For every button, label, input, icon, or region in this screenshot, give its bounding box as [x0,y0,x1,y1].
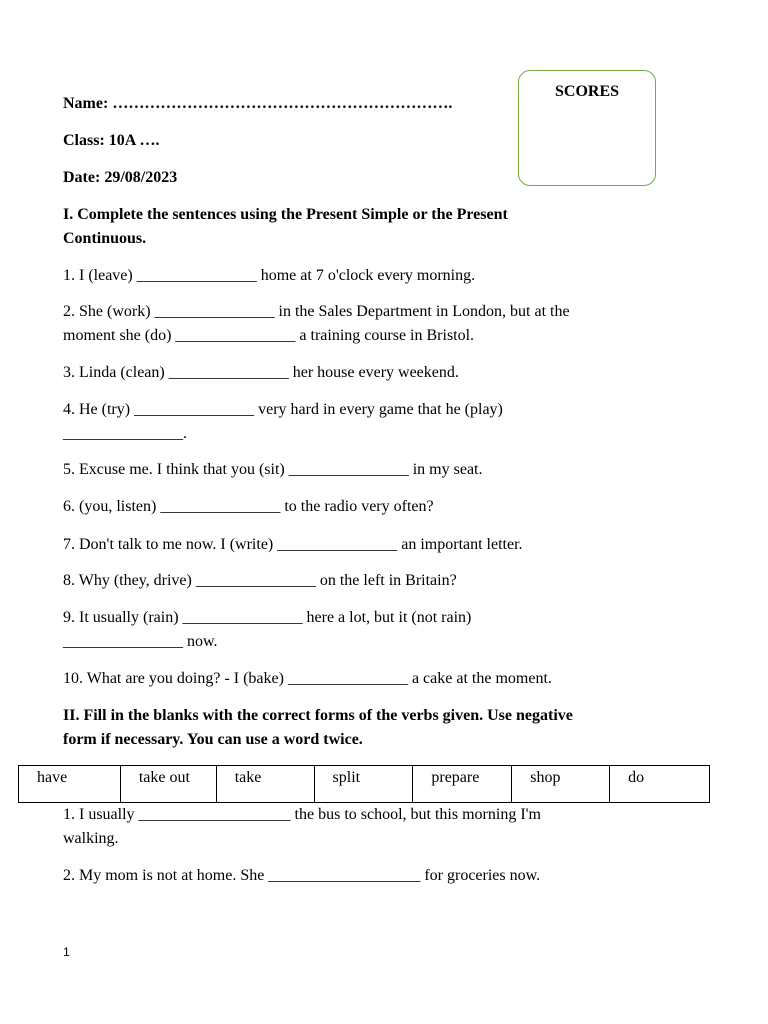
class-line: Class: 10A …. [63,132,160,149]
word-bank-cell: do [610,766,710,803]
exercise1-item-2-cont: moment she (do) _______________ a training course in Bristol. [63,327,475,344]
word-bank-table [18,765,710,803]
scores-box [518,70,656,186]
exercise1-item-6: 6. (you, listen) _______________ to the radio very often? [63,498,434,515]
name-line: Name: ………………………………………………………. [63,95,453,112]
exercise1-item-5: 5. Excuse me. I think that you (sit) _______________ in my seat. [63,461,483,478]
exercise1-item-9-cont: _______________ now. [63,633,218,650]
word-bank-cell: take [216,766,314,803]
word-bank-cell: take out [120,766,216,803]
date-line: Date: 29/08/2023 [63,169,178,186]
exercise1-item-4-cont: _______________. [63,425,187,442]
section2-heading-line2: form if necessary. You can use a word twice. [63,731,363,748]
exercise2-item-1-cont: walking. [63,830,119,847]
word-bank-cell: shop [512,766,610,803]
word-bank-cell: have [19,766,121,803]
exercise1-item-4: 4. He (try) _______________ very hard in every game that he (play) [63,401,503,418]
exercise1-item-7: 7. Don't talk to me now. I (write) _______________ an important letter. [63,536,523,553]
word-bank-row [19,766,710,803]
exercise1-item-2: 2. She (work) _______________ in the Sales Department in London, but at the [63,303,570,320]
section1-heading-line2: Continuous. [63,230,147,247]
section1-heading-line1: I. Complete the sentences using the Present Simple or the Present [63,206,508,223]
exercise2-item-1: 1. I usually ___________________ the bus to school, but this morning I'm [63,806,541,823]
exercise1-item-1: 1. I (leave) _______________ home at 7 o'clock every morning. [63,267,476,284]
exercise1-item-9: 9. It usually (rain) _______________ here a lot, but it (not rain) [63,609,472,626]
exercise2-item-2: 2. My mom is not at home. She ___________________ for groceries now. [63,867,541,884]
exercise1-item-8: 8. Why (they, drive) _______________ on the left in Britain? [63,572,457,589]
scores-label: SCORES [554,83,620,100]
exercise1-item-3: 3. Linda (clean) _______________ her house every weekend. [63,364,459,381]
section2-heading-line1: II. Fill in the blanks with the correct forms of the verbs given. Use negative [63,707,573,724]
page-number: 1 [63,945,70,959]
word-bank-cell: split [314,766,413,803]
word-bank-cell: prepare [413,766,512,803]
exercise1-item-10: 10. What are you doing? - I (bake) _______________ a cake at the moment. [63,670,552,687]
